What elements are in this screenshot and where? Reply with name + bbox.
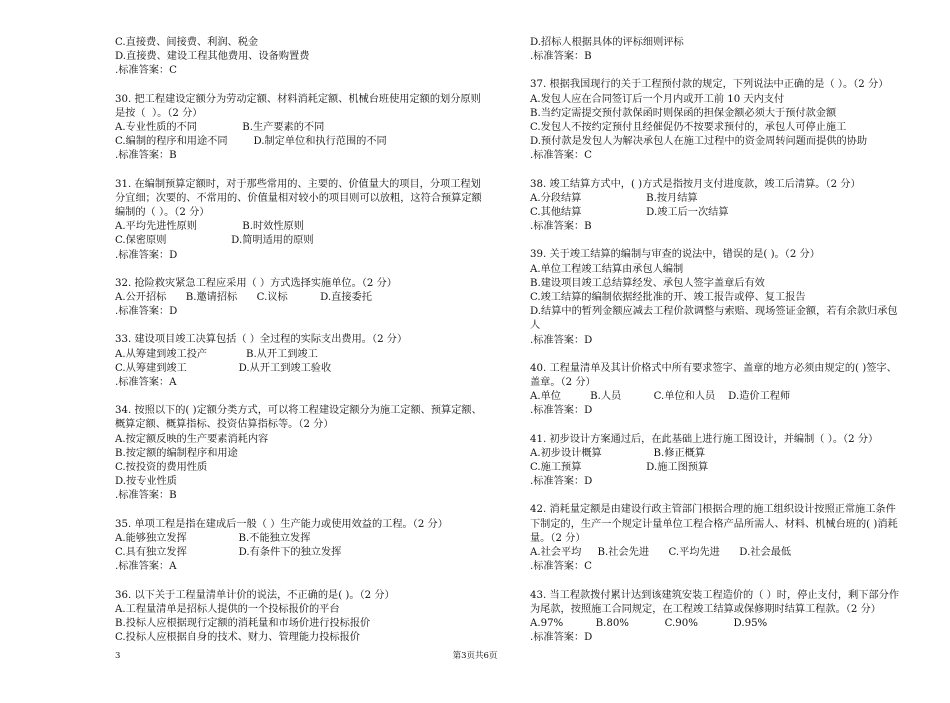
question-block <box>530 78 910 163</box>
question-text: 是按（ ）。（2 分） <box>115 107 203 119</box>
option-line: C.保密原则 D.简明适用的原则 <box>115 235 314 247</box>
answer-line: .标准答案：A <box>115 377 177 389</box>
option-line: A.初步设计概算 B.修正概算 <box>530 447 706 459</box>
answer-line: .标准答案：D <box>530 405 593 417</box>
option-line: D.预付款是发包人为解决承包人在施工过程中的资金周转问题而提供的协助 <box>530 136 868 148</box>
question-block <box>530 589 910 646</box>
question-block <box>530 248 910 347</box>
option-line: A.按定额反映的生产要素消耗内容 <box>115 433 269 445</box>
question-text: 43. 当工程款拨付累计达到该建筑安装工程造价的（ ）时，停止支付，剩下部分作 <box>530 589 900 601</box>
question-text: 量。（2 分） <box>530 532 586 544</box>
question-block <box>115 36 493 79</box>
question-text: 人 <box>530 320 541 332</box>
answer-line: .标准答案：D <box>530 476 593 488</box>
question-block <box>115 178 493 263</box>
left-column <box>115 36 493 659</box>
question-block <box>115 518 493 575</box>
option-line: C.从筹建到竣工 D.从开工到竣工验收 <box>115 362 332 374</box>
option-line: C.发包人不按约定预付且经催促仍不按要求预付的，承包人可停止施工 <box>530 122 847 134</box>
answer-line: .标准答案：B <box>115 150 177 162</box>
question-block <box>115 404 493 503</box>
question-text: 分宜细；次要的、不常用的、价值量相对较小的项目则可以放粗，这符合预算定额 <box>115 192 482 204</box>
question-block <box>530 36 910 64</box>
option-line: B.按定额的编制程序和用途 <box>115 447 238 459</box>
question-text: 40. 工程量清单及其计价格式中所有要求签字、盖章的地方必须由规定的( )签字、 <box>530 362 897 374</box>
option-line: C.竣工结算的编制依据经批准的开、竣工报告或停、复工报告 <box>530 292 806 304</box>
option-line: A.社会平均 B.社会先进 C.平均先进 D.社会最低 <box>530 547 792 559</box>
option-line: D.直接费、建设工程其他费用、设备购置费 <box>115 51 310 63</box>
question-block <box>530 503 910 574</box>
option-line: A.能够独立发挥 B.不能独立发挥 <box>115 532 311 544</box>
option-line: B.投标人应根据现行定额的消耗量和市场价进行投标报价 <box>115 617 371 629</box>
question-block <box>115 93 493 164</box>
answer-line: .标准答案：D <box>115 306 178 318</box>
answer-line: .标准答案：D <box>115 249 178 261</box>
option-line: C.编制的程序和用途不同 D.制定单位和执行范围的不同 <box>115 136 387 148</box>
option-line: C.按投资的费用性质 <box>115 462 208 474</box>
question-text: 31. 在编制预算定额时，对于那些常用的、主要的、价值量大的项目，分项工程划 <box>115 178 481 190</box>
question-text: 下制定的，生产一个规定计量单位工程合格产品所需人、材料、机械台班的( )消耗 <box>530 518 898 530</box>
option-line: C.具有独立发挥 D.有条件下的独立发挥 <box>115 547 342 559</box>
option-line: A.发包人应在合同签订后一个月内或开工前 10 天内支付 <box>530 93 785 105</box>
answer-line: .标准答案：A <box>115 561 177 573</box>
page-number: 3 <box>115 651 121 661</box>
option-line: C.施工预算 D.施工图预算 <box>530 462 709 474</box>
answer-line: .标准答案：C <box>530 150 592 162</box>
answer-line: .标准答案：D <box>530 632 593 644</box>
option-line: D.招标人根据具体的评标细则评标 <box>530 37 684 48</box>
question-text: 32. 抢险救灾紧急工程应采用（ ）方式选择实施单位。（2 分） <box>115 277 397 289</box>
option-line: A.从筹建到竣工投产 B.从开工到竣工 <box>115 348 318 360</box>
right-column <box>530 36 910 659</box>
option-line: A.单位工程竣工结算由承包人编制 <box>530 263 684 275</box>
question-text: 41. 初步设计方案通过后，在此基础上进行施工图设计，并编制（ ）。（2 分） <box>530 433 879 445</box>
question-block <box>530 178 910 235</box>
option-line: A.工程量清单是招标人提供的一个投标报价的平台 <box>115 603 340 615</box>
question-text: 37. 根据我国现行的关于工程预付款的规定，下列说法中正确的是（ ）。（2 分） <box>530 79 889 91</box>
option-line: A.平均先进性原则 B.时效性原则 <box>115 221 304 233</box>
option-line: B.建设项目竣工总结算经发、承包人签字盖章后有效 <box>530 277 765 289</box>
question-block <box>530 362 910 419</box>
question-text: 30. 把工程建设定额分为劳动定额、材料消耗定额、机械台班使用定额的划分原则 <box>115 93 481 105</box>
question-text: 35. 单项工程是指在建成后一般（ ）生产能力或使用效益的工程。（2 分） <box>115 518 448 530</box>
question-text: 盖章。（2 分） <box>530 377 596 389</box>
question-block <box>530 433 910 490</box>
option-line: D.按专业性质 <box>115 476 177 488</box>
option-line: B.当约定需提交预付款保函时则保函的担保金额必须大于预付款金额 <box>530 107 837 119</box>
option-line: A.专业性质的不同 B.生产要素的不同 <box>115 122 325 134</box>
question-text: 概算定额、概算指标、投资估算指标等。（2 分） <box>115 419 334 431</box>
option-line: C.投标人应根据自身的技术、财力、管理能力投标报价 <box>115 632 360 644</box>
answer-line: .标准答案：C <box>530 561 592 573</box>
answer-line: .标准答案：C <box>115 65 177 77</box>
option-line: D.结算中的暂列金额应减去工程价款调整与索赔、现场签证金额，若有余款归承包 <box>530 306 898 318</box>
question-text: 36. 以下关于工程量清单计价的说法，不正确的是( )。（2 分） <box>115 589 395 601</box>
option-line: A.97% B.80% C.90% D.95% <box>530 617 768 629</box>
option-line: A.公开招标 B.邀请招标 C.议标 D.直接委托 <box>115 292 372 304</box>
question-text: 编制的（ ）。（2 分） <box>115 207 210 219</box>
answer-line: .标准答案：B <box>530 221 592 233</box>
question-block <box>115 333 493 390</box>
question-text: 39. 关于竣工结算的编制与审查的说法中，错误的是( )。（2 分） <box>530 249 820 261</box>
question-text: 33. 建设项目竣工决算包括（ ）全过程的实际支出费用。（2 分） <box>115 334 408 346</box>
question-text: 34. 按照以下的( )定额分类方式，可以将工程建设定额分为施工定额、预算定额、 <box>115 405 482 417</box>
page-info: 第3页共6页 <box>452 651 498 661</box>
option-line: A.单位 B.人员 C.单位和人员 D.造价工程师 <box>530 391 791 403</box>
answer-line: .标准答案：B <box>115 490 177 502</box>
question-block <box>115 589 493 646</box>
option-line: A.分段结算 B.按月结算 <box>530 192 698 204</box>
option-line: C.直接费、间接费、利润、税金 <box>115 37 259 48</box>
question-text: 38. 竣工结算方式中，( )方式是指按月支付进度款，竣工后清算。（2 分） <box>530 178 861 190</box>
option-line: C.其他结算 D.竣工后一次结算 <box>530 207 729 219</box>
question-block <box>115 277 493 320</box>
question-text: 42. 消耗量定额是由建设行政主管部门根据合理的施工组织设计按照正常施工条件 <box>530 504 896 516</box>
answer-line: .标准答案：B <box>530 51 592 63</box>
question-text: 为尾款，按照施工合同规定，在工程竣工结算或保修期时结算工程款。（2 分） <box>530 603 881 615</box>
answer-line: .标准答案：D <box>530 334 593 346</box>
